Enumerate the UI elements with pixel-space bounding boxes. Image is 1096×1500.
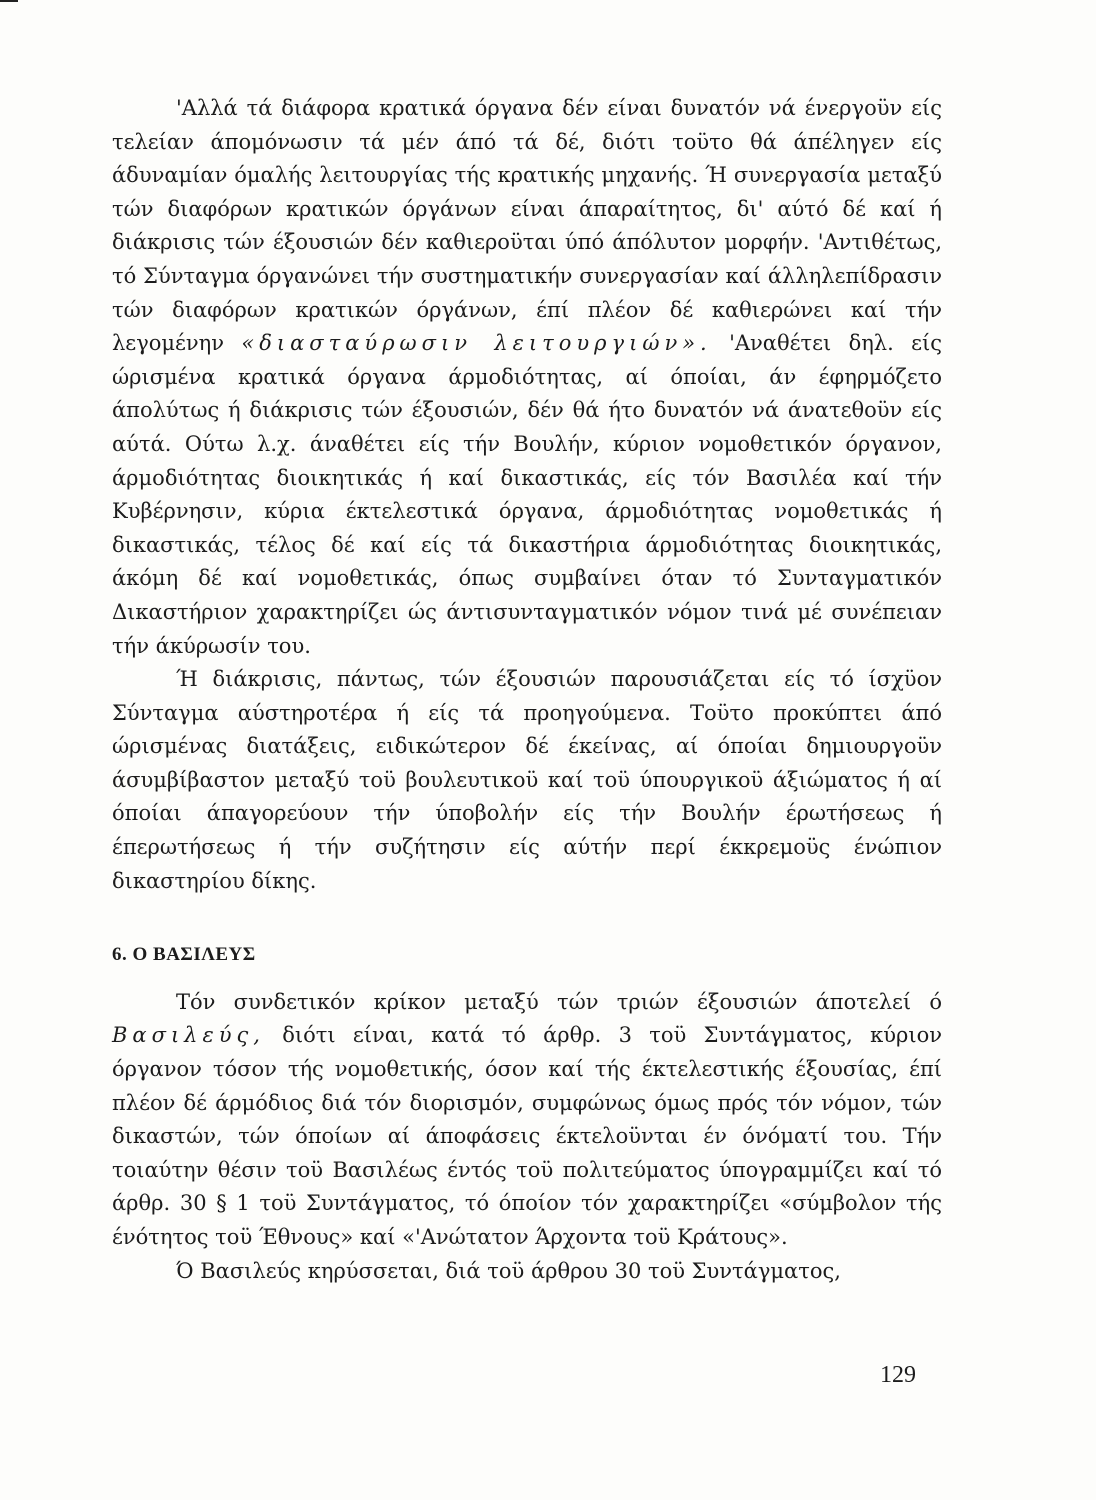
paragraph-text: 'Αλλά τά διάφορα κρατικά όργανα δέν είναι δυνατόν νά ένεργοϋν είς τελείαν άπομόνωσιν τά μέν άπό τά δέ, διότι τοϋτο θά άπέληγεν είς άδυναμίαν όμαλής λειτουργίας τής κρατικής μηχανής. Ή συνεργασία μεταξύ τών διαφόρων κρατικών όργάνων είναι άπαραίτητος, δι' αύτό δέ καί ή διάκρισις τών έξουσιών δέν καθιεροϋται ύπό άπόλυτον μορφήν. 'Αντιθέτως, τό Σύνταγμα όργανώνει τήν συστηματικήν συνεργασίαν καί άλληλεπίδρασιν τών διαφόρων κρατικών όργάνων, έπί πλέον δέ καθιερώνει καί τήν λεγομένην [112,96,942,356]
paragraph-text: Τόν συνδετικόν κρίκον μεταξύ τών τριών έξουσιών άποτελεί ό [176,989,942,1014]
paragraph-king-role [112,986,942,1255]
paragraph-king-declared: Ό Βασιλεύς κηρύσσεται, διά τοϋ άρθρου 30 τοϋ Συντάγματος, [176,1258,841,1283]
paragraph-text-continued: 'Αναθέτει δηλ. είς ώρισμένα κρατικά όργανα άρμοδιότητας, αί όποίαι, άν έφηρμόζετο άπολύτως ή διάκρισις τών έξουσιών, δέν θά ήτο δυνατόν νά άνατεθοϋν είς αύτά. Ούτω λ.χ. άναθέτει είς τήν Βουλήν, κύριον νομοθετικόν όργανον, άρμοδιότητας διοικητικάς ή καί δικαστικάς, είς τόν Βασιλέα καί τήν Κυβέρνησιν, κύρια έκτελεστικά όργανα, άρμοδιότητας νομοθετικάς ή δικαστικάς, τέλος δέ καί είς τά δικαστήρια άρμοδιότητας διοικητικάς, άκόμη δέ καί νομοθετικάς, όπως συμβαίνει όταν τό Συνταγματικόν Δικαστήριον χαρακτηρίζει ώς άντισυνταγματικόν νόμον τινά μέ συνέπειαν τήν άκύρωσίν του. [112,331,943,658]
paragraph-strict-separation: Ή διάκρισις, πάντως, τών έξουσιών παρουσιάζεται είς τό ίσχϋον Σύνταγμα αύστηροτέρα ή είς τά προηγούμενα. Τοϋτο προκύπτει άπό ώρισμένας διατάξεις, ειδικώτερον δέ έκείνας, αί όποίαι δημιουργοϋν άσυμβίβαστον μεταξύ τοϋ βουλευτικοϋ καί τοϋ ύπουργικοϋ άξιώματος ή αί όποίαι άπαγορεύουν τήν ύποβολήν είς τήν Βουλήν έρωτήσεως ή έπερωτήσεως ή τήν συζήτησιν είς αύτήν περί έκκρεμοϋς ένώπιον δικαστηρίου δίκης. [112,667,942,893]
scan-edge-mark [0,0,18,2]
spaced-emphasis: Βασιλεύς, [112,1023,265,1048]
section-heading: 6. Ο ΒΑΣΙΛΕΥΣ [112,944,256,966]
paragraph-separation-of-powers [112,92,942,663]
paragraph-text-continued: διότι είναι, κατά τό άρθρ. 3 τοϋ Συντάγματος, κύριον όργανον τόσον τής νομοθετικής, όσον καί τής έκτελεστικής έξουσίας, έπί πλέον δέ άρμόδιος διά τόν διορισμόν, συμφώνως όμως πρός τόν νόμον, τών δικαστών, τών όποίων αί άποφάσεις έκτελοϋνται έν όνόματί του. Τήν τοιαύτην θέσιν τοϋ Βασιλέως έντός τοϋ πολιτεύματος ύπογραμμίζει καί τό άρθρ. 30 § 1 τοϋ Συντάγματος, τό όποίον τόν χαρακτηρίζει «σύμβολον τής ένότητος τοϋ Έθνους» καί «'Ανώτατον Άρχοντα τοϋ Κράτους». [112,1023,942,1249]
body-text [112,92,942,1288]
page-number: 129 [880,1362,916,1388]
spaced-emphasis: «διασταύρωσιν λειτουργιών». [241,331,712,356]
